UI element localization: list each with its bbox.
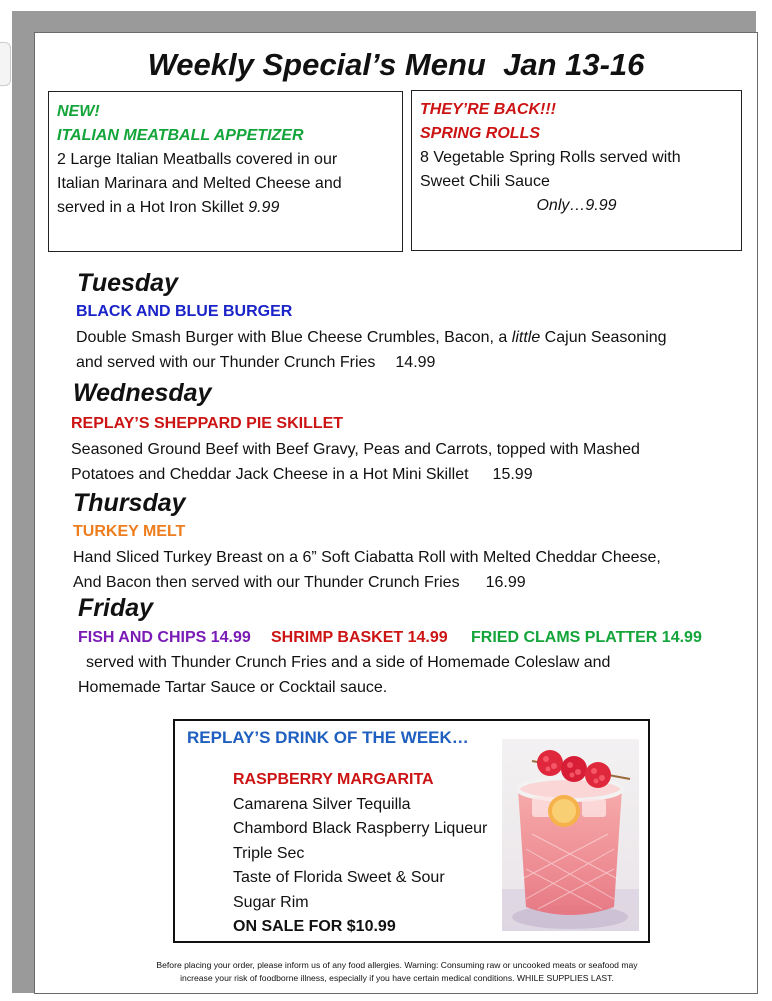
spring-rolls-name: SPRING ROLLS [420, 125, 541, 142]
wednesday-desc-line1: Seasoned Ground Beef with Beef Gravy, Peas and Carrots, topped with Mashed [71, 441, 640, 458]
wednesday-desc-text: Potatoes and Cheddar Jack Cheese in a Hot Mini Skillet [71, 466, 469, 483]
thursday-dish-name: TURKEY MELT [73, 523, 186, 540]
tuesday-desc-text: and served with our Thunder Crunch Fries [76, 354, 376, 371]
drink-ingredient: Chambord Black Raspberry Liqueur [233, 820, 488, 837]
drink-sale-price: ON SALE FOR $10.99 [233, 918, 396, 935]
spring-rolls-special-box [411, 90, 742, 251]
spring-rolls-desc-line: 8 Vegetable Spring Rolls served with [420, 149, 681, 166]
tuesday-dish-name: BLACK AND BLUE BURGER [76, 303, 293, 320]
tuesday-price: 14.99 [395, 354, 436, 371]
drink-ingredient: Taste of Florida Sweet & Sour [233, 869, 445, 886]
wednesday-dish-name: REPLAY’S SHEPPARD PIE SKILLET [71, 415, 344, 432]
drink-name: RASPBERRY MARGARITA [233, 771, 434, 788]
thursday-desc-line2 [73, 570, 661, 595]
back-tag: THEY’RE BACK!!! [420, 101, 556, 118]
appetizer-desc-line: Italian Marinara and Melted Cheese and [57, 175, 342, 192]
thursday-desc-line1: Hand Sliced Turkey Breast on a 6” Soft Ciabatta Roll with Melted Cheddar Cheese, [73, 549, 661, 566]
tuesday-desc-text: Cajun Seasoning [540, 329, 667, 346]
page-title: Weekly Special’s Menu Jan 13-16 [147, 47, 645, 82]
tuesday-desc-line1 [76, 325, 667, 350]
friday-dish-fish-and-chips: FISH AND CHIPS 14.99 [78, 629, 251, 646]
drink-ingredient: Sugar Rim [233, 893, 309, 911]
appetizer-desc-text: served in a Hot Iron Skillet [57, 199, 249, 216]
appetizer-name: ITALIAN MEATBALL APPETIZER [57, 127, 304, 144]
friday-desc-line2: Homemade Tartar Sauce or Cocktail sauce. [78, 679, 388, 696]
new-tag: NEW! [57, 103, 100, 120]
appetizer-price: 9.99 [248, 199, 280, 216]
tuesday-desc-text: Double Smash Burger with Blue Cheese Crumbles, Bacon, a [76, 329, 512, 346]
wednesday-desc-line2 [71, 462, 640, 487]
wednesday-description [71, 437, 640, 487]
drink-ingredient: Camarena Silver Tequilla [233, 795, 411, 813]
drink-of-the-week-box [173, 719, 650, 943]
thursday-desc-text: And Bacon then served with our Thunder Crunch Fries [73, 574, 460, 591]
allergy-disclaimer [75, 959, 719, 985]
raspberry-margarita-photo [502, 739, 639, 931]
appetizer-desc-line-price [57, 196, 394, 220]
friday-dish-shrimp-basket: SHRIMP BASKET 14.99 [271, 629, 448, 646]
disclaimer-line1: Before placing your order, please inform us of any food allergies. Warning: Consuming raw or uncooked meats or seafood may [156, 960, 638, 970]
menu-frame [12, 11, 756, 993]
day-heading-thursday: Thursday [73, 489, 186, 517]
wednesday-price: 15.99 [492, 466, 533, 483]
spring-rolls-desc-line: Sweet Chili Sauce [420, 173, 550, 190]
drink-ingredient: Triple Sec [233, 844, 305, 862]
appetizer-desc-line: 2 Large Italian Meatballs covered in our [57, 151, 338, 168]
menu-page [34, 32, 758, 994]
day-heading-friday: Friday [78, 594, 154, 622]
day-heading-wednesday: Wednesday [73, 379, 212, 407]
thursday-description [73, 545, 661, 595]
drink-heading: REPLAY’S DRINK OF THE WEEK… [187, 728, 469, 747]
friday-dish-fried-clams: FRIED CLAMS PLATTER 14.99 [471, 629, 702, 646]
spring-rolls-price: Only…9.99 [536, 197, 617, 214]
thursday-price: 16.99 [485, 574, 526, 591]
tuesday-description [76, 325, 667, 375]
tuesday-desc-line2 [76, 350, 667, 375]
disclaimer-line2: increase your risk of foodborne illness, especially if you have certain medical conditions. WHILE SUPPLIES LAST. [180, 973, 614, 983]
appetizer-special-box [48, 91, 403, 252]
friday-desc-line1: served with Thunder Crunch Fries and a side of Homemade Coleslaw and [86, 654, 611, 671]
page-edge-tab [0, 42, 11, 86]
tuesday-desc-emphasis: little [511, 329, 541, 346]
friday-description [78, 650, 610, 700]
day-heading-tuesday: Tuesday [77, 269, 178, 297]
drink-details [233, 768, 487, 940]
